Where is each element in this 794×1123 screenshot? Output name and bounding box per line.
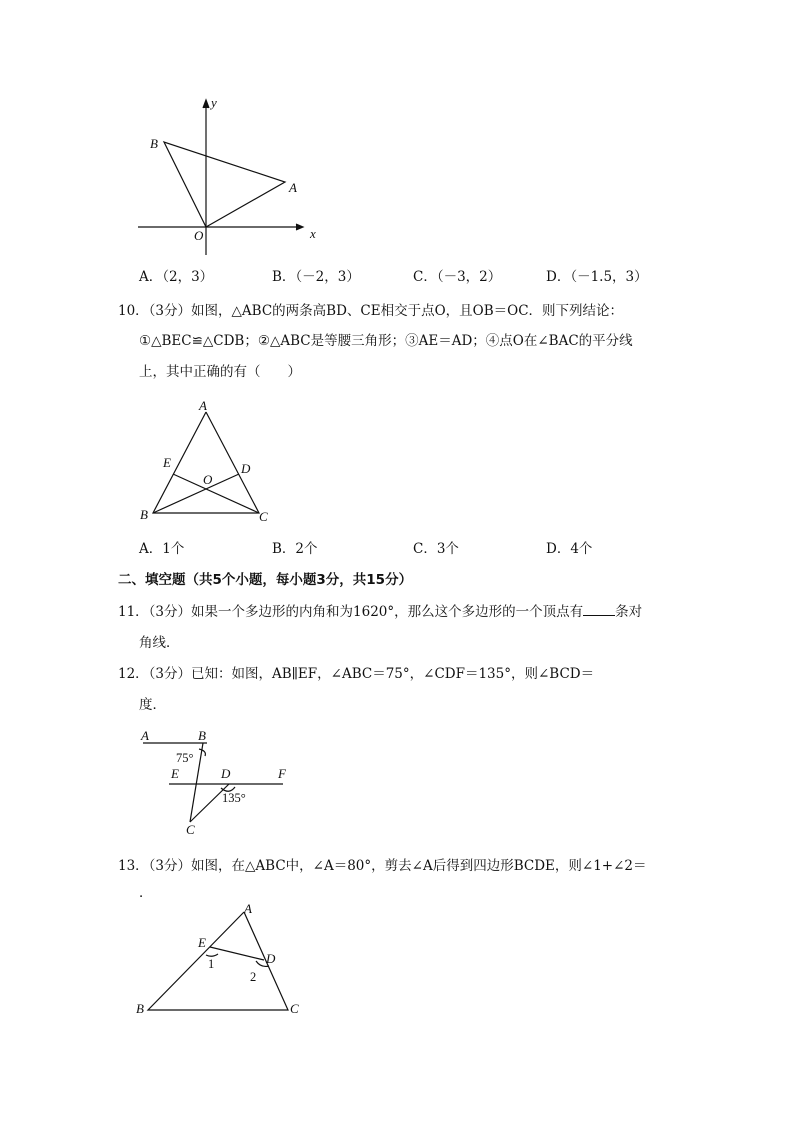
point-e-label: E xyxy=(198,935,206,950)
angle-135-label: 135° xyxy=(222,791,246,805)
triangle-oab xyxy=(164,142,285,227)
angle-1-label: 1 xyxy=(208,957,215,971)
point-c-label: C xyxy=(290,1001,299,1016)
point-b-label: B xyxy=(150,136,158,151)
q10-line1: 10．（3分）如图，△ABC的两条高BD、CE相交于点O，且OB＝OC．则下列结论： xyxy=(118,303,624,319)
point-a-label: A xyxy=(289,180,297,195)
section-2-title: 二、填空题（共5个小题，每小题3分，共15分） xyxy=(118,572,413,588)
q10-line3: 上，其中正确的有（ ） xyxy=(139,364,301,380)
cut-line-ed xyxy=(210,947,264,960)
q12-line1: 12．（3分）已知：如图，AB∥EF，∠ABC＝75°，∠CDF＝135°，则∠BCD＝ xyxy=(118,666,595,682)
q10-line2: ①△BEC≌△CDB；②△ABC是等腰三角形；③AE＝AD；④点O在∠BAC的平分线 xyxy=(139,333,633,349)
point-c-label: C xyxy=(259,509,268,524)
q13-quadrilateral-figure xyxy=(130,900,315,1020)
point-b-label: B xyxy=(140,507,148,522)
point-b-label: B xyxy=(198,728,206,743)
q9-option-c: C．（－3，2） xyxy=(413,269,502,285)
q9-option-d: D．（－1.5，3） xyxy=(546,269,648,285)
point-a-label: A xyxy=(141,728,149,743)
q11-text-before: 11．（3分）如果一个多边形的内角和为1620°，那么这个多边形的一个顶点有 xyxy=(118,604,584,620)
point-b-label: B xyxy=(136,1001,144,1016)
q13-line2: ． xyxy=(139,885,153,901)
point-d-label: D xyxy=(266,951,276,966)
q9-coordinate-figure xyxy=(130,90,330,265)
q11-answer-blank[interactable] xyxy=(583,603,615,616)
angle-1-arc xyxy=(206,954,218,956)
point-e-label: E xyxy=(163,455,171,470)
q11-line1 xyxy=(118,603,642,621)
q12-parallel-lines-figure xyxy=(135,725,305,840)
q10-option-a: A．1个 xyxy=(139,541,185,557)
q10-option-d: D．4个 xyxy=(546,541,593,557)
altitude-bd xyxy=(153,474,239,513)
y-axis-arrow xyxy=(203,100,209,108)
point-a-label: A xyxy=(199,398,207,413)
point-c-label: C xyxy=(186,822,195,837)
q9-option-a: A．（2，3） xyxy=(139,269,214,285)
angle-75-label: 75° xyxy=(176,751,194,765)
q10-option-c: C．3个 xyxy=(413,541,459,557)
altitude-ce xyxy=(173,474,259,513)
point-d-label: D xyxy=(241,461,251,476)
point-o-label: O xyxy=(203,472,213,487)
angle-2-label: 2 xyxy=(250,970,257,984)
q11-text-after: 条对 xyxy=(615,604,643,620)
y-axis-label: y xyxy=(211,95,217,110)
x-axis-arrow xyxy=(296,224,303,230)
point-a-label: A xyxy=(244,901,252,916)
q11-line2: 角线． xyxy=(139,635,180,651)
origin-label: O xyxy=(194,228,204,243)
q10-option-b: B．2个 xyxy=(272,541,318,557)
point-e-label: E xyxy=(171,766,179,781)
q12-line2: 度． xyxy=(139,697,166,713)
q13-line1: 13．（3分）如图，在△ABC中，∠A＝80°，剪去∠A后得到四边形BCDE，则∠1+∠2＝ xyxy=(118,858,647,874)
point-d-label: D xyxy=(221,766,231,781)
q9-option-b: B．（－2，3） xyxy=(272,269,360,285)
q10-triangle-figure xyxy=(135,395,280,530)
point-f-label: F xyxy=(278,766,286,781)
x-axis-label: x xyxy=(310,226,316,241)
angle-b-arc xyxy=(199,749,205,756)
